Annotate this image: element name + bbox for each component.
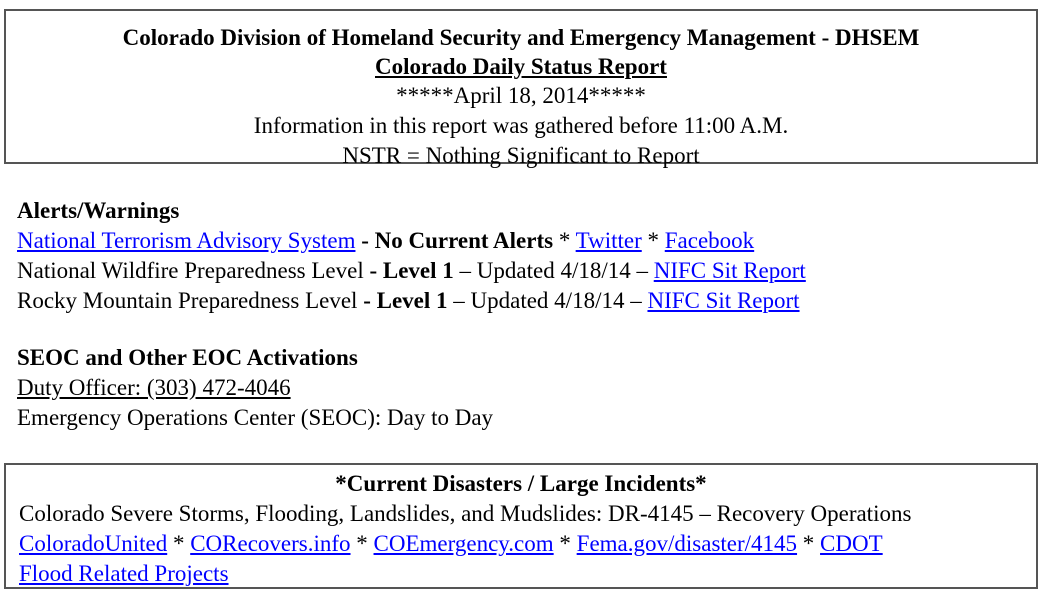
rocky-nifc-link[interactable]: NIFC Sit Report bbox=[647, 288, 800, 313]
info-note: Information in this report was gathered before 11:00 A.M. bbox=[253, 113, 789, 138]
corecovers-link[interactable]: CORecovers.info bbox=[190, 531, 351, 556]
seoc-activations-section bbox=[17, 343, 493, 433]
nstr-definition: NSTR = Nothing Significant to Report bbox=[342, 143, 700, 168]
disasters-title: *Current Disasters / Large Incidents* bbox=[335, 471, 707, 496]
wildfire-nifc-link[interactable]: NIFC Sit Report bbox=[653, 258, 806, 283]
rocky-level: - Level 1 bbox=[363, 288, 448, 313]
separator: * bbox=[641, 228, 665, 253]
coloradounited-link[interactable]: ColoradoUnited bbox=[19, 531, 168, 556]
separator: * bbox=[553, 228, 576, 253]
facebook-link[interactable]: Facebook bbox=[664, 228, 755, 253]
twitter-link[interactable]: Twitter bbox=[575, 228, 642, 253]
ntas-line bbox=[17, 226, 806, 256]
coemergency-link[interactable]: COEmergency.com bbox=[373, 531, 554, 556]
ntas-link[interactable]: National Terrorism Advisory System bbox=[17, 228, 356, 253]
report-header-box bbox=[4, 9, 1038, 168]
report-date: *****April 18, 2014***** bbox=[396, 83, 646, 108]
seoc-heading: SEOC and Other EOC Activations bbox=[17, 345, 358, 370]
cdot-flood-projects-link-continued[interactable]: Flood Related Projects bbox=[19, 561, 229, 586]
separator: * bbox=[553, 531, 577, 556]
duty-officer-phone: Duty Officer: (303) 472-4046 bbox=[17, 375, 291, 400]
report-title: Colorado Daily Status Report bbox=[375, 54, 667, 79]
wildfire-label: National Wildfire Preparedness Level bbox=[17, 258, 370, 283]
cdot-flood-projects-link[interactable]: CDOT bbox=[820, 531, 883, 556]
rocky-updated: – Updated 4/18/14 – bbox=[447, 288, 648, 313]
disaster-links-line-2 bbox=[19, 559, 1036, 589]
disaster-links-line bbox=[19, 529, 1036, 559]
separator: * bbox=[167, 531, 191, 556]
wildfire-line bbox=[17, 256, 806, 286]
wildfire-updated: – Updated 4/18/14 – bbox=[453, 258, 654, 283]
disaster-description: Colorado Severe Storms, Flooding, Landslides, and Mudslides: DR-4145 – Recovery Operations bbox=[19, 501, 912, 526]
current-disasters-box bbox=[4, 463, 1038, 589]
org-title: Colorado Division of Homeland Security and Emergency Management - DHSEM bbox=[122, 25, 920, 50]
rocky-mountain-line bbox=[17, 286, 806, 316]
separator: * bbox=[350, 531, 374, 556]
rocky-label: Rocky Mountain Preparedness Level bbox=[17, 288, 364, 313]
wildfire-level: - Level 1 bbox=[369, 258, 454, 283]
alerts-heading: Alerts/Warnings bbox=[17, 198, 180, 223]
fema-disaster-link[interactable]: Fema.gov/disaster/4145 bbox=[576, 531, 798, 556]
separator: * bbox=[797, 531, 821, 556]
ntas-status: - No Current Alerts bbox=[355, 228, 554, 253]
eoc-status: Emergency Operations Center (SEOC): Day to Day bbox=[17, 405, 494, 430]
alerts-warnings-section bbox=[17, 196, 806, 316]
